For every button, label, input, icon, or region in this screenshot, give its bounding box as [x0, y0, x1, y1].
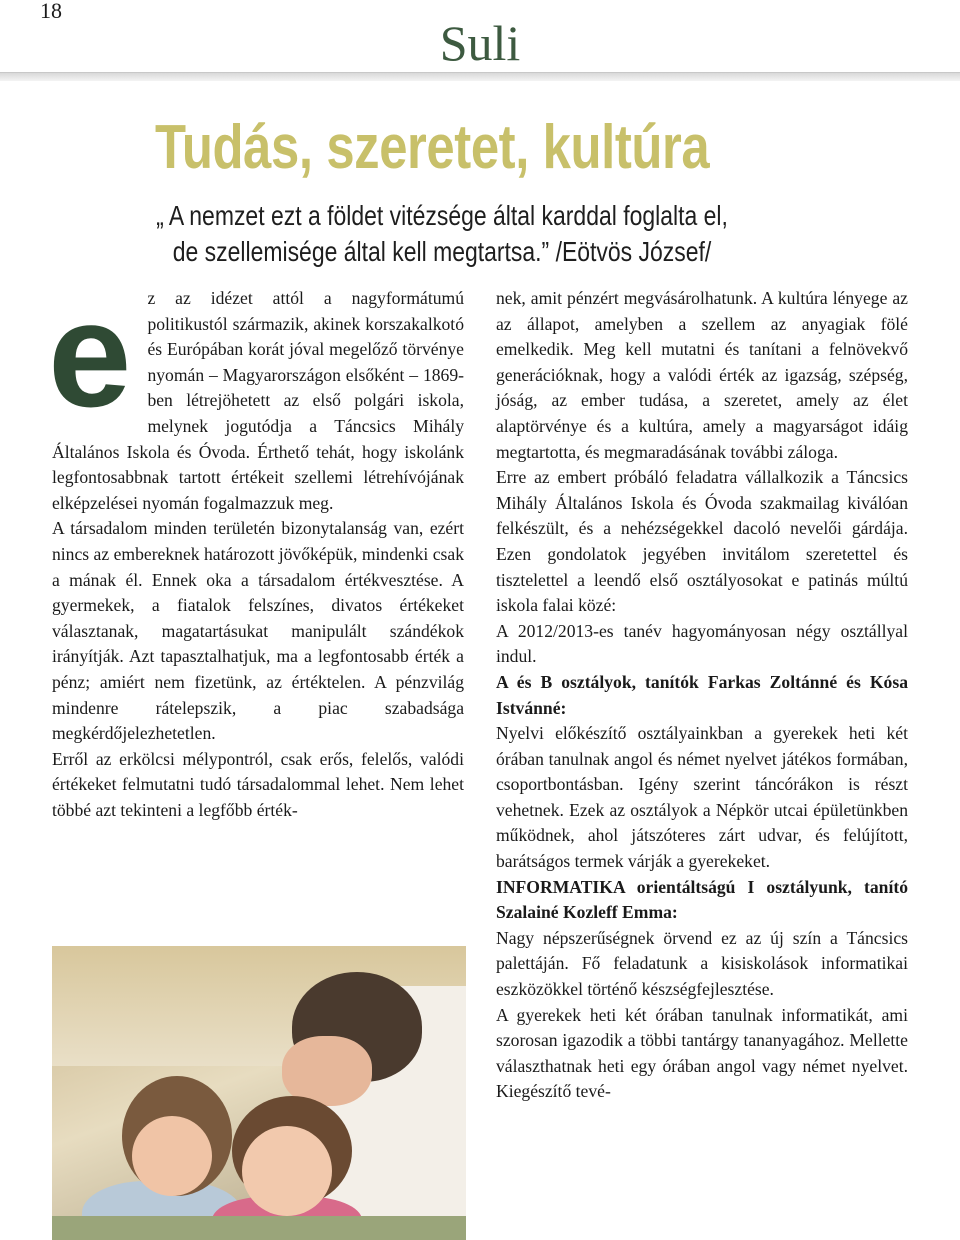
- photo-desk: [52, 1216, 466, 1240]
- left-column: [48, 270, 464, 823]
- header-divider: [0, 72, 960, 81]
- epigraph-quote: [155, 198, 729, 270]
- section-title: Suli: [439, 15, 521, 71]
- quote-line-2: de szellemisége által kell megtartsa.” /Eötvös József/: [172, 236, 712, 267]
- classroom-photo: [52, 946, 466, 1240]
- page-number: 18: [40, 0, 62, 23]
- article-headline: Tudás, szeretet, kultúra: [155, 113, 710, 182]
- paragraph: Erről az erkölcsi mélypontról, csak erős, felelős, valódi értékeket felmutatni tudó társadalommal lehet. Nem lehet többé azt tekinteni a legfőbb érték-: [52, 748, 464, 820]
- paragraph: z az idézet attól a nagyformátumú politikustól származik, akinek korszakalkotó és Európában korát jóval megelőző törvénye nyomán – Magyarországon elsőként – 1869-ben létrejöhetett az első polgári iskola, melynek jogutódja a Táncsics Mihály Általános Iskola és Óvoda. Érthető tehát, hogy iskolánk legfontosabbnak tartott értékeit szellemi létrehívójának elképzelései nyomán fogalmazzuk meg.: [52, 288, 464, 513]
- photo-child-face: [132, 1116, 212, 1196]
- subheading: INFORMATIKA orientáltságú I osztályunk, tanító Szalainé Kozleff Emma:: [496, 876, 908, 923]
- photo-child-face: [242, 1126, 332, 1216]
- paragraph: A 2012/2013-es tanév hagyományosan négy osztállyal indul.: [496, 620, 908, 667]
- quote-line-1: „ A nemzet ezt a földet vitézsége által karddal foglalta el,: [156, 200, 728, 231]
- paragraph: Nagy népszerűségnek örvend ez az új szín a Táncsics palettáján. Fő feladatunk a kisiskolások informatikai eszközökkel történő készségfejlesztése.: [496, 927, 908, 1000]
- paragraph: Nyelvi előkészítő osztályainkban a gyerekek heti két órában tanulnak angol és német nyelvet játékos formában, csoportbontásban. Igény szerint táncórákon is részt vehetnek. Ezek az osztályok a Népkör utcai épületünkben működnek, ahol játszóteres zárt udvar, és felújított, barátságos termek várják a gyerekeket.: [496, 723, 908, 872]
- drop-cap: e: [48, 270, 132, 438]
- subheading: A és B osztályok, tanítók Farkas Zoltánné és Kósa Istvánné:: [496, 671, 908, 718]
- paragraph: A társadalom minden területén bizonytalanság van, ezért nincs az embereknek határozott jövőképük, mindenki csak a mának él. Ennek oka a társadalom értékvesztése. A gyermekek, a fiatalok felszínes, divatos értékeket választanak, magatartásukat manipulált szándékok irányítják. Azt tapasztalhatjuk, ma a legfontosabb érték a pénz; amiért nem fizetünk, az értéktelen. A pénzvilág mindenre rátelepszik, a piac szabadsága megkérdőjelezhetetlen.: [52, 518, 464, 744]
- paragraph: nek, amit pénzért megvásárolhatunk. A kultúra lényege az az állapot, amelyben a szellem az anyagiak fölé emelkedik. Meg kell mutatni és tanítani a felnövekvő generációknak, hogy a valódi érték az igazság, szépség, jóság, az ember tudása, a szeretet, amely az élet alaptörvénye és a kultúra, amely a magyarságot idáig megtartotta, és megmaradásának további záloga.: [496, 288, 908, 462]
- paragraph: Erre az embert próbáló feladatra vállalkozik a Táncsics Mihály Általános Iskola és Óvoda szakmailag kiválóan felkészült, és a nehézségekkel dacoló nevelői gárdája. Ezen gondolatok jegyében invitálom szeretettel és tisztelettel a leendő első osztályosokat e patinás múltú iskola falai közé:: [496, 467, 908, 616]
- right-column: [496, 286, 908, 1105]
- paragraph: A gyerekek heti két órában tanulnak informatikát, ami szorosan igazodik a többi tantárgy tananyagához. Mellette választhatnak heti egy órában angol vagy német nyelvet. Kiegészítő tevé-: [496, 1004, 908, 1102]
